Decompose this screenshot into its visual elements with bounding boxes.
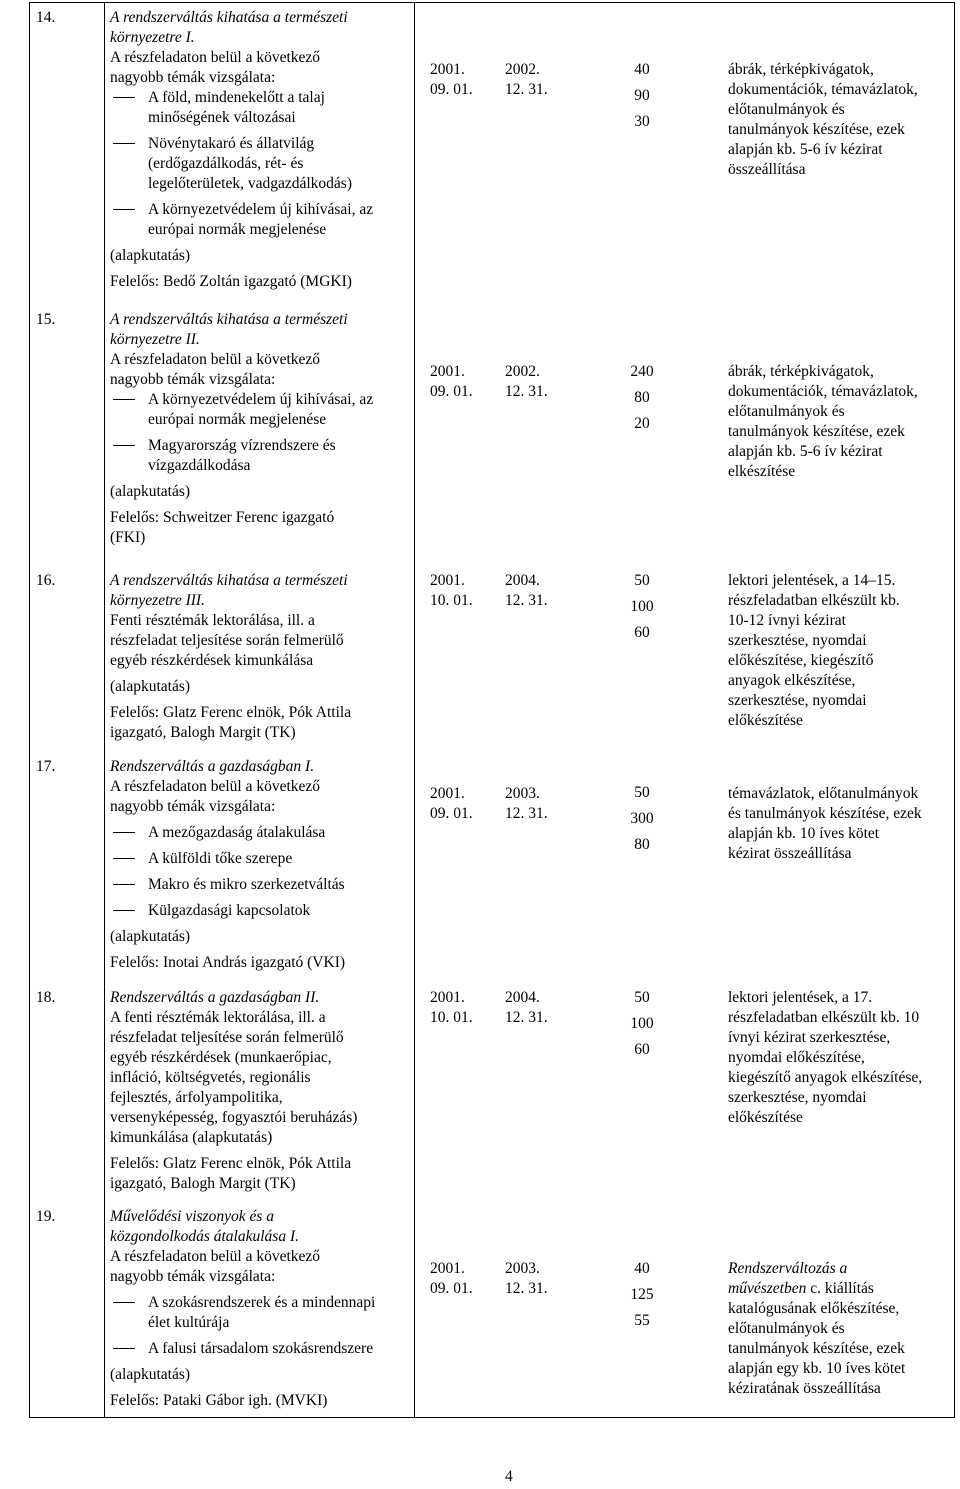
task-body: A fenti résztémák lektorálása, ill. a részfeladat teljesítése során felmerülő egyéb részkérdések (munkaerőpiac, infláció, költségvetés, regionális fejlesztés, árfolyampolitika, versenyképesség, fogyasztói beruházás) kimunkálása (alapkutatás)	[110, 1009, 358, 1146]
task-title: A rendszerváltás kihatása a természeti környezetre II.	[110, 311, 348, 348]
responsible-person: Felelős: Bedő Zoltán igazgató (MGKI)	[110, 273, 352, 290]
start-date: 2001. 09. 01.	[430, 1260, 473, 1297]
list-item: A környezetvédelem új kihívásai, az európai normák megjelenése	[110, 200, 406, 240]
end-date: 2002. 12. 31.	[505, 363, 548, 400]
research-type: (alapkutatás)	[110, 483, 191, 500]
end-date: 2004. 12. 31.	[505, 989, 548, 1026]
responsible-person: Felelős: Schweitzer Ferenc igazgató (FKI)	[110, 509, 335, 546]
list-item: A mezőgazdaság átalakulása	[110, 823, 406, 843]
responsible-person: Felelős: Glatz Ferenc elnök, Pók Attila igazgató, Balogh Margit (TK)	[110, 704, 352, 741]
row-number: 19.	[36, 1208, 56, 1225]
quantity-values: 40 90 30	[634, 61, 650, 130]
task-title: Művelődési viszonyok és a közgondolkodás átalakulása I.	[110, 1208, 299, 1245]
task-title: A rendszerváltás kihatása a természeti környezetre I.	[110, 9, 348, 46]
dash-bullet	[113, 1302, 135, 1303]
start-date: 2001. 09. 01.	[430, 61, 473, 98]
responsible-person: Felelős: Glatz Ferenc elnök, Pók Attila igazgató, Balogh Margit (TK)	[110, 1155, 352, 1192]
dash-bullet	[113, 143, 135, 144]
task-intro: A részfeladaton belül a következő nagyobb témák vizsgálata:	[110, 1248, 321, 1285]
research-type: (alapkutatás)	[110, 928, 191, 945]
responsible-person: Felelős: Inotai András igazgató (VKI)	[110, 954, 346, 971]
row-number: 14.	[36, 9, 56, 26]
research-type: (alapkutatás)	[110, 1366, 191, 1383]
task-description	[110, 1207, 406, 1411]
row-number: 17.	[36, 758, 56, 775]
dash-bullet	[113, 858, 135, 859]
expected-output: ábrák, térképkivágatok, dokumentációk, témavázlatok, előtanulmányok és tanulmányok készítése, ezek alapján kb. 5-6 ív kézirat elkészítése	[728, 363, 918, 480]
task-intro: A részfeladaton belül a következő nagyobb témák vizsgálata:	[110, 778, 321, 815]
row-number: 15.	[36, 311, 56, 328]
task-title: Rendszerváltás a gazdaságban I.	[110, 758, 315, 775]
task-title: A rendszerváltás kihatása a természeti környezetre III.	[110, 572, 348, 609]
task-description	[110, 988, 406, 1194]
task-description	[110, 571, 406, 743]
quantity-values: 40 125 55	[630, 1260, 654, 1329]
start-date: 2001. 09. 01.	[430, 363, 473, 400]
task-description	[110, 310, 406, 548]
task-description	[110, 8, 406, 292]
quantity-values: 50 100 60	[630, 572, 654, 641]
expected-output: Rendszerváltozás a művészetben c. kiállítás katalógusának előkészítése, előtanulmányok és tanulmányok készítése, ezek alapján egy kb. 10 íves kötet kéziratának összeállítása	[728, 1260, 906, 1397]
responsible-person: Felelős: Pataki Gábor igh. (MVKI)	[110, 1392, 328, 1409]
start-date: 2001. 10. 01.	[430, 572, 473, 609]
row-number: 16.	[36, 572, 56, 589]
dash-bullet	[113, 445, 135, 446]
list-item: Külgazdasági kapcsolatok	[110, 901, 406, 921]
list-item: A falusi társadalom szokásrendszere	[110, 1339, 406, 1359]
task-intro: A részfeladaton belül a következő nagyobb témák vizsgálata:	[110, 351, 321, 388]
expected-output: ábrák, térképkivágatok, dokumentációk, témavázlatok, előtanulmányok és tanulmányok készítése, ezek alapján kb. 5-6 ív kézirat összeállítása	[728, 61, 918, 178]
column-divider	[104, 2, 105, 1418]
list-item: A környezetvédelem új kihívásai, az európai normák megjelenése	[110, 390, 406, 430]
list-item: A föld, mindenekelőtt a talaj minőségének változásai	[110, 88, 406, 128]
list-item: Növénytakaró és állatvilág (erdőgazdálkodás, rét- és legelőterületek, vadgazdálkodás)	[110, 134, 406, 194]
end-date: 2004. 12. 31.	[505, 572, 548, 609]
task-intro: A részfeladaton belül a következő nagyobb témák vizsgálata:	[110, 49, 321, 86]
dash-bullet	[113, 832, 135, 833]
task-description	[110, 757, 406, 973]
list-item: Makro és mikro szerkezetváltás	[110, 875, 406, 895]
dash-bullet	[113, 1348, 135, 1349]
quantity-values: 240 80 20	[630, 363, 654, 432]
expected-output: témavázlatok, előtanulmányok és tanulmányok készítése, ezek alapján kb. 10 íves kötet kézirat összeállítása	[728, 785, 922, 862]
start-date: 2001. 09. 01.	[430, 785, 473, 822]
dash-bullet	[113, 910, 135, 911]
list-item: A szokásrendszerek és a mindennapi élet kultúrája	[110, 1293, 406, 1333]
row-number: 18.	[36, 989, 56, 1006]
research-type: (alapkutatás)	[110, 247, 191, 264]
column-divider	[414, 2, 415, 1418]
list-item: Magyarország vízrendszere és vízgazdálkodása	[110, 436, 406, 476]
research-type: (alapkutatás)	[110, 678, 191, 695]
start-date: 2001. 10. 01.	[430, 989, 473, 1026]
task-title: Rendszerváltás a gazdaságban II.	[110, 989, 320, 1006]
list-item: A külföldi tőke szerepe	[110, 849, 406, 869]
quantity-values: 50 300 80	[630, 784, 654, 853]
page-number: 4	[505, 1468, 513, 1485]
dash-bullet	[113, 399, 135, 400]
end-date: 2003. 12. 31.	[505, 785, 548, 822]
dash-bullet	[113, 209, 135, 210]
dash-bullet	[113, 884, 135, 885]
end-date: 2002. 12. 31.	[505, 61, 548, 98]
dash-bullet	[113, 97, 135, 98]
end-date: 2003. 12. 31.	[505, 1260, 548, 1297]
quantity-values: 50 100 60	[630, 989, 654, 1058]
expected-output: lektori jelentések, a 17. részfeladatban elkészült kb. 10 ívnyi kézirat szerkesztése, nyomdai előkészítése, kiegészítő anyagok elkészítése, szerkesztése, nyomdai előkészítése	[728, 989, 923, 1126]
task-body: Fenti résztémák lektorálása, ill. a részfeladat teljesítése során felmerülő egyéb részkérdések kimunkálása	[110, 612, 344, 669]
expected-output: lektori jelentések, a 14–15. részfeladatban elkészült kb. 10-12 ívnyi kézirat szerkesztése, nyomdai előkészítése, kiegészítő anyagok elkészítése, szerkesztése, nyomdai előkészítése	[728, 572, 900, 729]
